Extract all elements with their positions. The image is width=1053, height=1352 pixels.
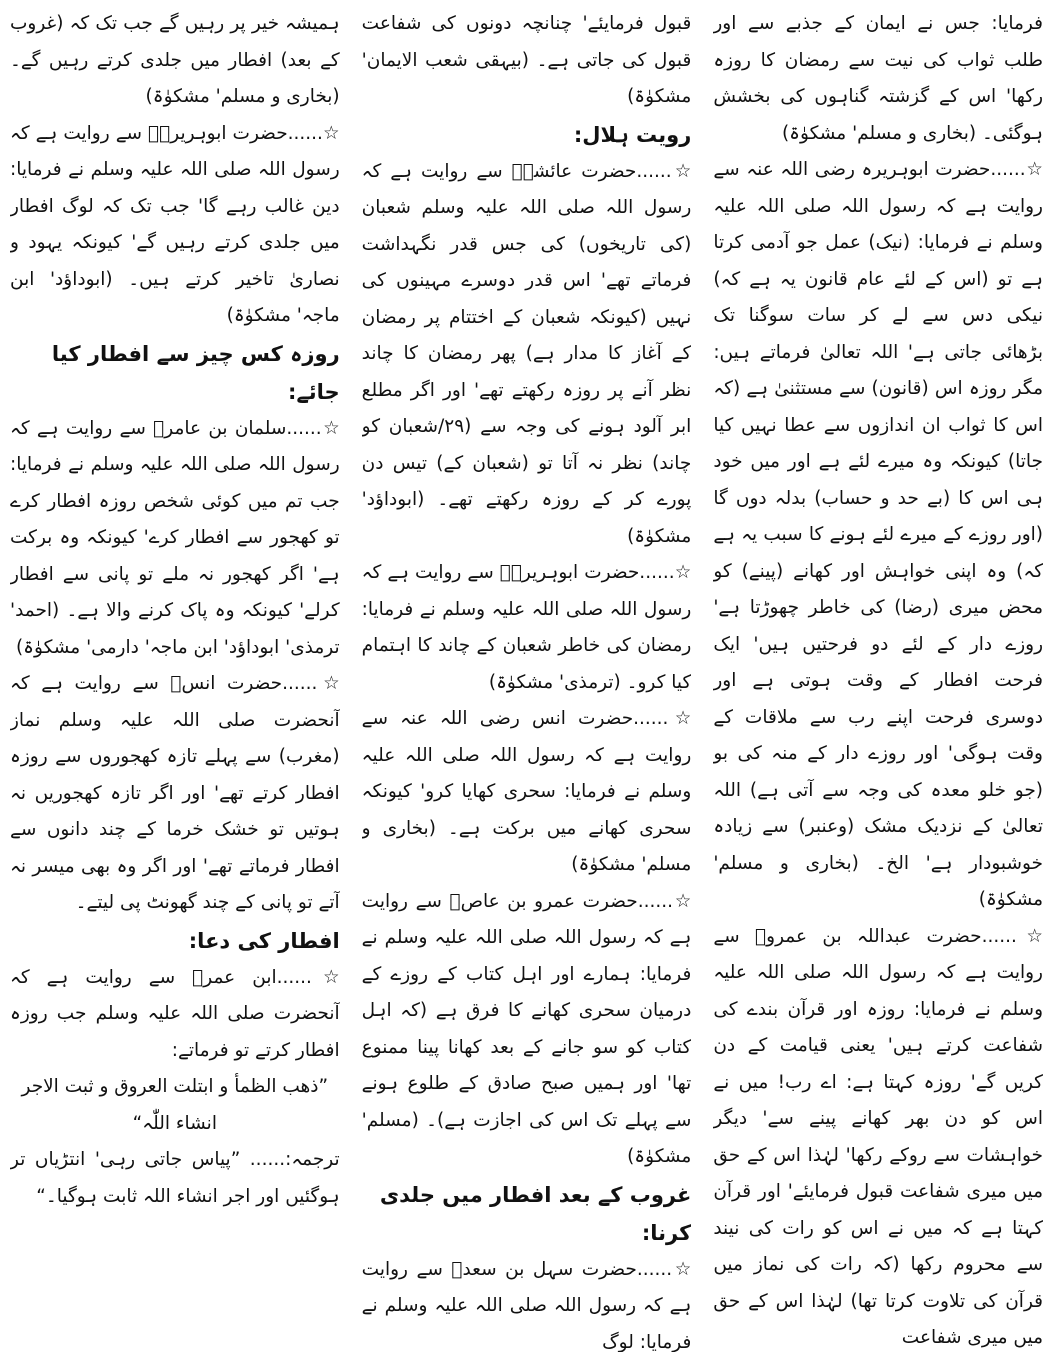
dua-text: ”ذھب الظمأ و ابتلت العروق و ثبت الاجر انشاء اللّٰہ“ <box>21 1076 329 1134</box>
hadith-paragraph: ☆......حضرت سہل بن سعدؓ سے روایت ہے کہ رسول اللہ صلی اللہ علیہ وسلم نے فرمایا: لوگ <box>361 1258 692 1352</box>
hadith-paragraph: ☆......حضرت ابوہریرہ رضی اللہ عنہ سے روایت ہے کہ رسول اللہ صلی اللہ علیہ وسلم نے فرمایا: (نیک) عمل جو آدمی کرتا ہے تو (اس کے لئے عام قانون یہ ہے کہ) نیکی دس سے لے کر سات سوگنا تک بڑھائی جاتی ہے' اللہ تعالیٰ فرماتے ہیں: مگر روزہ اس (قانون) سے مستثنیٰ ہے (کہ اس کا ثواب ان اندازوں سے عطا نہیں کیا جاتا) کیونکہ وہ میرے لئے ہے اور میں خود ہی اس کا (بے حد و حساب) بدلہ دوں گا (اور روزے کے میرے لئے ہونے کا سبب یہ ہے کہ) وہ اپنی خواہش اور کھانے (پینے) کو محض میری (رضا) کی خاطر چھوڑتا ہے' روزے دار کے لئے دو فرحتیں ہیں' ایک فرحت افطار کے وقت ہوتی ہے اور دوسری فرحت اپنے رب سے ملاقات کے وقت ہوگی' اور روزے دار کے منہ کی بو (جو خلو معدہ کی وجہ سے آتی ہے) اللہ تعالیٰ کے نزدیک مشک (وعنبر) سے زیادہ خوشبودار ہے' الخ۔ (بخاری و مسلم' مشکوٰۃ) <box>713 159 1043 910</box>
hadith-paragraph: ترجمہ:...... ”پیاس جاتی رہی' انتڑیاں تر ہوگئیں اور اجر انشاء اللہ ثابت ہوگیا۔“ <box>9 1149 340 1207</box>
section-heading: غروب کے بعد افطار میں جلدی کرنا: <box>379 1182 692 1245</box>
hadith-paragraph: ☆......سلمان بن عامرؓ سے روایت ہے کہ رسول اللہ صلی اللہ علیہ وسلم نے فرمایا: جب تم میں کوئی شخص روزہ افطار کرے تو کھجور سے افطار کرے' کیونکہ وہ برکت ہے' اگر کھجور نہ ملے تو پانی سے افطار کرلے' کیونکہ وہ پاک کرنے والا ہے۔ (احمد' ترمذی' ابوداؤد' ابن ماجہ' دارمی' مشکوٰۃ) <box>9 417 340 658</box>
hadith-paragraph: ☆......ابن عمرؓ سے روایت ہے کہ آنحضرت صلی اللہ علیہ وسلم جب روزہ افطار کرتے تو فرماتے: <box>9 966 340 1061</box>
hadith-paragraph: ☆......حضرت ابوہریرہؓ سے روایت ہے کہ رسول اللہ صلی اللہ علیہ وسلم نے فرمایا: رمضان کی خاطر شعبان کے چاند کا اہتمام کیا کرو۔ (ترمذی' مشکوٰۃ) <box>361 562 692 693</box>
column-right <box>713 6 1043 1352</box>
column-left <box>10 6 340 1352</box>
hadith-paragraph: ☆......حضرت عبداللہ بن عمروؓ سے روایت ہے کہ رسول اللہ صلی اللہ علیہ وسلم نے فرمایا: روزہ اور قرآن بندے کی شفاعت کرتے ہیں' یعنی قیامت کے دن کریں گے' روزہ کہتا ہے: اے رب! میں نے اس کو دن بھر کھانے پینے سے' دیگر خواہشات سے روکے رکھا' لہٰذا اس کے حق میں میری شفاعت قبول فرمایئے' اور قرآن کہتا ہے کہ میں نے اس کو رات کی نیند سے محروم رکھا (کہ رات کی نماز میں قرآن کی تلاوت کرتا تھا) لہٰذا اس کے حق میں میری شفاعت <box>713 925 1043 1348</box>
hadith-paragraph: ہمیشہ خیر پر رہیں گے جب تک کہ (غروب کے بعد) افطار میں جلدی کرتے رہیں گے۔ (بخاری و مسلم' مشکوٰۃ) <box>9 13 340 107</box>
hadith-paragraph: ☆......حضرت عائشہؓ سے روایت ہے کہ رسول اللہ صلی اللہ علیہ وسلم شعبان (کی تاریخوں) کی جس قدر نگہداشت فرماتے تھے' اس قدر دوسرے مہینوں کی نہیں (کیونکہ شعبان کے اختتام پر رمضان کے آغاز کا مدار ہے) پھر رمضان کا چاند نظر آنے پر روزہ رکھتے تھے' اور اگر مطلع ابر آلود ہونے کی وجہ سے (۲۹/شعبان کو چاند) نظر نہ آتا تو (شعبان کے) تیس دن پورے کر کے روزہ رکھتے تھے۔ (ابوداؤد' مشکوٰۃ) <box>361 160 692 547</box>
hadith-paragraph: فرمایا: جس نے ایمان کے جذبے سے اور طلب ثواب کی نیت سے رمضان کا روزہ رکھا' اس کے گزشتہ گناہوں کی بخشش ہوگئی۔ (بخاری و مسلم' مشکوٰۃ) <box>713 13 1043 144</box>
hadith-paragraph: ☆......حضرت انسؓ سے روایت ہے کہ آنحضرت صلی اللہ علیہ وسلم نماز (مغرب) سے پہلے تازہ کھجوروں سے روزہ افطار کرتے تھے' اور اگر تازہ کھجوریں نہ ہوتیں تو خشک خرما کے چند دانوں سے افطار فرماتے تھے' اور اگر وہ بھی میسر نہ آتے تو پانی کے چند گھونٹ پی لیتے۔ <box>9 673 340 913</box>
section-heading: روزہ کس چیز سے افطار کیا جائے: <box>51 341 340 404</box>
hadith-paragraph: قبول فرمایئے' چنانچہ دونوں کی شفاعت قبول کی جاتی ہے۔ (بیہقی شعب الایمان' مشکوٰۃ) <box>361 13 692 107</box>
section-heading: افطار کی دعا: <box>188 928 340 953</box>
column-middle <box>362 6 692 1352</box>
section-heading: رویت ہلال: <box>573 122 692 147</box>
hadith-paragraph: ☆......حضرت ابوہریرہؓ سے روایت ہے کہ رسول اللہ صلی اللہ علیہ وسلم نے فرمایا: دین غالب رہے گا' جب تک کہ لوگ افطار میں جلدی کرتے رہیں گے' کیونکہ یہود و نصاریٰ تاخیر کرتے ہیں۔ (ابوداؤد' ابن ماجہ' مشکوٰۃ) <box>9 122 340 326</box>
hadith-paragraph: ☆......حضرت عمرو بن عاصؓ سے روایت ہے کہ رسول اللہ صلی اللہ علیہ وسلم نے فرمایا: ہمارے اور اہل کتاب کے روزے کے درمیان سحری کھانے کا فرق ہے (کہ اہل کتاب کو سو جانے کے بعد کھانا پینا ممنوع تھا' اور ہمیں صبح صادق کے طلوع ہونے سے پہلے تک اس کی اجازت ہے)۔ (مسلم' مشکوٰۃ) <box>361 890 692 1167</box>
hadith-paragraph: ☆......حضرت انس رضی اللہ عنہ سے روایت ہے کہ رسول اللہ صلی اللہ علیہ وسلم نے فرمایا: سحری کھایا کرو' کیونکہ سحری کھانے میں برکت ہے۔ (بخاری و مسلم' مشکوٰۃ) <box>361 708 692 875</box>
